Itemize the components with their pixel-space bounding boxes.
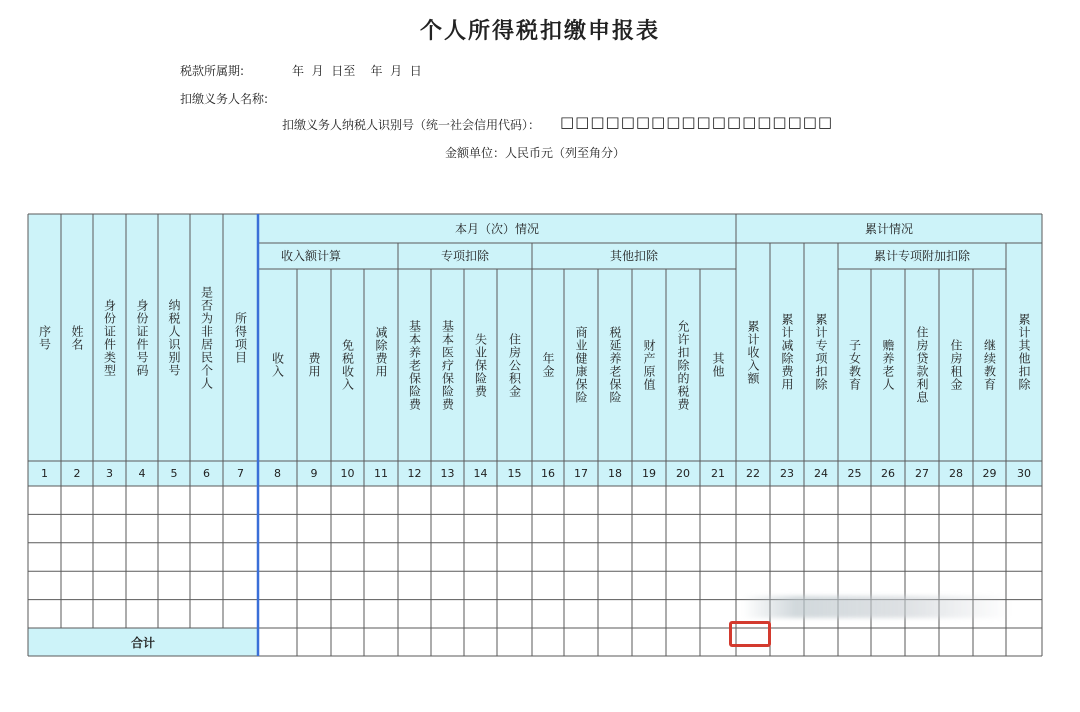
- group-cumulative: 累计情况: [864, 221, 913, 236]
- total-row-label: 合计: [130, 635, 155, 650]
- column-number: 16: [541, 467, 555, 480]
- column-number: 30: [1017, 467, 1031, 480]
- column-header: 免税收入: [340, 339, 355, 391]
- column-number: 26: [881, 467, 895, 480]
- column-header: 费用: [307, 352, 321, 378]
- blurred-watermark: [742, 596, 1012, 618]
- agent-id-label: 扣缴义务人纳税人识别号（统一社会信用代码）：: [282, 118, 541, 132]
- column-number: 20: [676, 467, 690, 480]
- column-header: 子女教育: [847, 339, 862, 391]
- column-header: 住房贷款利息: [915, 326, 929, 404]
- column-header: 身份证件号码: [135, 298, 149, 377]
- tax-period-label: 税款所属期:: [180, 64, 245, 78]
- page-title: 个人所得税扣缴申报表: [419, 19, 660, 44]
- column-header: 减除费用: [374, 326, 388, 378]
- column-header: 累计其他扣除: [1017, 313, 1031, 391]
- column-number: 7: [237, 467, 244, 480]
- column-number: 21: [711, 467, 725, 480]
- column-header: 身份证件类型: [102, 298, 117, 377]
- sub-income-calculation: 收入额计算: [280, 249, 341, 263]
- column-header: 商业健康保险: [574, 326, 588, 404]
- column-header: 年金: [541, 352, 555, 378]
- column-header: 住房租金: [949, 339, 963, 391]
- column-header: 允许扣除的税费: [676, 319, 690, 411]
- sub-special-deduction: 专项扣除: [440, 249, 489, 263]
- column-header: 其他: [711, 352, 725, 378]
- column-header: 基本医疗保险费: [440, 319, 455, 411]
- column-header: 累计减除费用: [780, 313, 794, 391]
- column-number: 13: [440, 467, 455, 480]
- agent-id-boxes: □□□□□□□□□□□□□□□□□□: [560, 113, 834, 131]
- column-header: 是否为非居民个人: [199, 285, 214, 390]
- column-number: 19: [642, 467, 656, 480]
- tax-period-value: 年 月 日至 年 月 日: [292, 64, 422, 78]
- sub-cumulative-additional-deduction: 累计专项附加扣除: [873, 249, 970, 263]
- column-number: 15: [507, 467, 522, 480]
- column-header: 失业保险费: [473, 332, 488, 398]
- column-header: 收入: [270, 352, 285, 378]
- column-header: 继续教育: [982, 339, 997, 391]
- column-header: 财产原值: [642, 339, 656, 391]
- group-current-month: 本月（次）情况: [454, 221, 539, 236]
- column-number: 9: [310, 467, 318, 480]
- column-header: 税延养老保险: [608, 326, 622, 404]
- column-number: 10: [340, 467, 355, 480]
- column-number: 23: [780, 467, 794, 480]
- column-number: 3: [106, 467, 113, 480]
- column-number: 17: [574, 467, 588, 480]
- agent-name-label: 扣缴义务人名称:: [180, 92, 269, 106]
- column-header: 基本养老保险费: [407, 319, 422, 411]
- column-number: 1: [41, 467, 48, 480]
- column-number: 2: [73, 467, 81, 480]
- column-number: 4: [138, 467, 146, 480]
- column-number: 22: [746, 467, 760, 480]
- column-number: 14: [473, 467, 488, 480]
- column-header: 赡养老人: [881, 339, 895, 391]
- column-header: 纳税人识别号: [167, 298, 181, 377]
- column-header: 累计专项扣除: [814, 313, 828, 391]
- column-header: 序号: [37, 324, 52, 351]
- column-number: 5: [170, 467, 178, 480]
- column-header: 姓名: [70, 324, 84, 351]
- column-header: 住房公积金: [507, 332, 522, 398]
- column-number: 29: [982, 467, 997, 480]
- column-header: 累计收入额: [746, 319, 760, 385]
- column-number: 18: [608, 467, 622, 480]
- column-number: 28: [949, 467, 963, 480]
- column-number: 8: [274, 467, 281, 480]
- column-number: 12: [407, 467, 422, 480]
- column-number: 25: [847, 467, 862, 480]
- column-number: 11: [374, 467, 388, 480]
- column-header: 所得项目: [233, 311, 248, 364]
- column-number: 6: [203, 467, 210, 480]
- currency-note: 金额单位：人民币元（列至角分）: [445, 146, 626, 160]
- column-number: 27: [915, 467, 929, 480]
- highlight-box: [729, 621, 771, 647]
- sub-other-deduction: 其他扣除: [609, 249, 658, 263]
- column-number: 24: [814, 467, 828, 480]
